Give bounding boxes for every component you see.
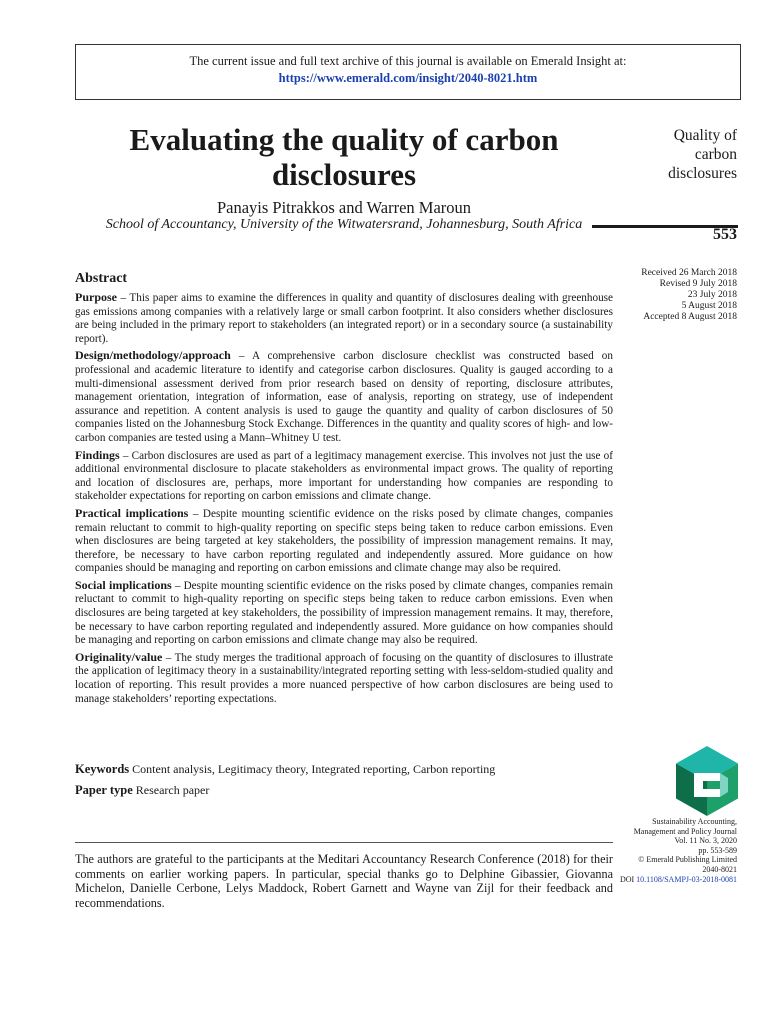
access-notice-text: The current issue and full text archive of this journal is available on Emerald Insight at: [189,54,627,68]
access-notice-box [75,44,741,100]
journal-line: © Emerald Publishing Limited [638,855,737,865]
paper-type-value: Research paper [135,783,210,797]
journal-logo-icon [676,746,738,816]
article-title [78,122,610,192]
abstract-purpose [75,291,613,346]
paper-type-label: Paper type [75,783,133,797]
acknowledgement-text: The authors are grateful to the participants at the Meditari Accountancy Research Conference (2018) for their comments on earlier working papers. In particular, special thanks go to Delphine Gibassier, Giovanna Michelon, Danielle Cerbone, Lelys Maddock, Robert Garnett and Wayne van Zijl for their feedback and recommendations. [75,852,613,910]
section-label: Practical implications [75,505,189,520]
journal-line: 2040-8021 [702,864,737,874]
revised-date: 5 August 2018 [681,301,737,311]
running-title-line: Quality of [673,127,737,144]
abstract-originality [75,651,613,706]
running-title [630,126,737,183]
running-title-line: disclosures [668,165,737,182]
section-text: – A comprehensive carbon disclosure checklist was constructed based on professional and academic literature to identify and categorise carbon disclosures. Quality is gauged according to a multi-dimensional assessment derived from prior research based on density of reporting, disclosure attributes, management orientation, integration of information, ease of analysis, reporting on strategy, use of independent assurance and repetition. A content analysis is used to gauge the quantity and quality of carbon disclosures of 50 companies listed on the Johannesburg Stock Exchange. Differences in the quantity and quality scores of high- and low-carbon companies are tested using a Mann–Whitney U test. [75,350,613,444]
page-number: 553 [713,226,737,243]
article-history-dates [600,268,737,323]
section-label: Findings [75,447,120,462]
abstract-body [75,291,613,709]
journal-line: Sustainability Accounting, [652,817,737,826]
article-title-line-1: Evaluating the quality of carbon [129,122,559,157]
section-text: – This paper aims to examine the differences in quality and quantity of disclosures dealing with greenhouse gas emissions among companies with a relatively large or small carbon footprint. It also considers whether disclosures are being included in the primary report to stakeholders (an integrated report) or in a secondary source (a sustainability report). [75,292,613,345]
article-title-line-2: disclosures [271,157,417,192]
accepted-date: Accepted 8 August 2018 [643,312,737,322]
received-date: Received 26 March 2018 [641,268,737,278]
abstract-heading: Abstract [75,271,128,286]
keywords-list: Content analysis, Legitimacy theory, Integrated reporting, Carbon reporting [132,762,496,776]
section-label: Design/methodology/approach [75,348,231,363]
journal-url-link[interactable]: https://www.emerald.com/insight/2040-8021.htm [278,71,538,85]
footnote-rule [75,842,613,843]
running-title-line: carbon [694,146,737,163]
keywords [75,762,495,777]
article-authors: Panayis Pitrakkos and Warren Maroun [216,198,472,217]
abstract-social-implications [75,579,613,648]
section-text: – The study merges the traditional approach of focusing on the quantity of disclosures to illustrate the application of legitimacy theory in a sustainability/integrated reporting setting with less-seldom-studied quality and location of reporting. This result provides a more nuanced perspective of how carbon disclosures are being used to manage stakeholders’ reporting expectations. [75,651,613,705]
author-affiliation: School of Accountancy, University of the Witwatersrand, Johannesburg, South Africa [105,217,583,232]
section-text: – Despite mounting scientific evidence on the risks posed by climate changes, companies remain reluctant to commit to high-quality reporting on specific steps being taken to reduce carbon emissions. Even when disclosures are being targeted at key stakeholders, the possibility of impression management remains. It may, therefore, be necessary to have carbon reporting regulated and independently assured. More guidance on how companies should be managing and reporting on carbon emissions and climate change may also be required. [75,507,613,575]
section-label: Social implications [75,577,172,592]
doi-line [616,875,737,885]
journal-line: pp. 553-589 [698,845,737,855]
section-label: Purpose [75,290,117,304]
abstract-findings [75,449,613,504]
journal-line: Management and Policy Journal [633,826,737,836]
doi-label: DOI [619,874,635,884]
paper-type [75,783,209,798]
journal-citation [616,817,737,884]
doi-link[interactable]: 10.1108/SAMPJ-03-2018-0081 [636,874,737,884]
keywords-label: Keywords [75,762,130,776]
abstract-design [75,349,613,445]
section-label: Originality/value [75,649,163,664]
section-text: – Carbon disclosures are used as part of a legitimacy management exercise. This involves not just the use of additional environmental disclosure to placate stakeholders as environmental impact grows. The quality of reporting and location of disclosures are, perhaps, more important for understanding how companies are responding to stakeholder expectations for reporting on carbon emissions and climate change. [75,449,613,503]
revised-date: 23 July 2018 [687,290,737,300]
revised-date: Revised 9 July 2018 [659,279,737,289]
journal-line: Vol. 11 No. 3, 2020 [674,836,737,846]
abstract-practical-implications [75,507,613,576]
section-text: – Despite mounting scientific evidence on the risks posed by climate changes, companies remain reluctant to commit to high-quality reporting on specific steps being taken to reduce carbon emissions. Even when disclosures are being targeted at key stakeholders, the possibility of impression management remains. It may, therefore, be necessary to have carbon reporting regulated and independently assured. More guidance on how companies should be managing and reporting on carbon emissions and climate change may also be required. [75,579,613,647]
